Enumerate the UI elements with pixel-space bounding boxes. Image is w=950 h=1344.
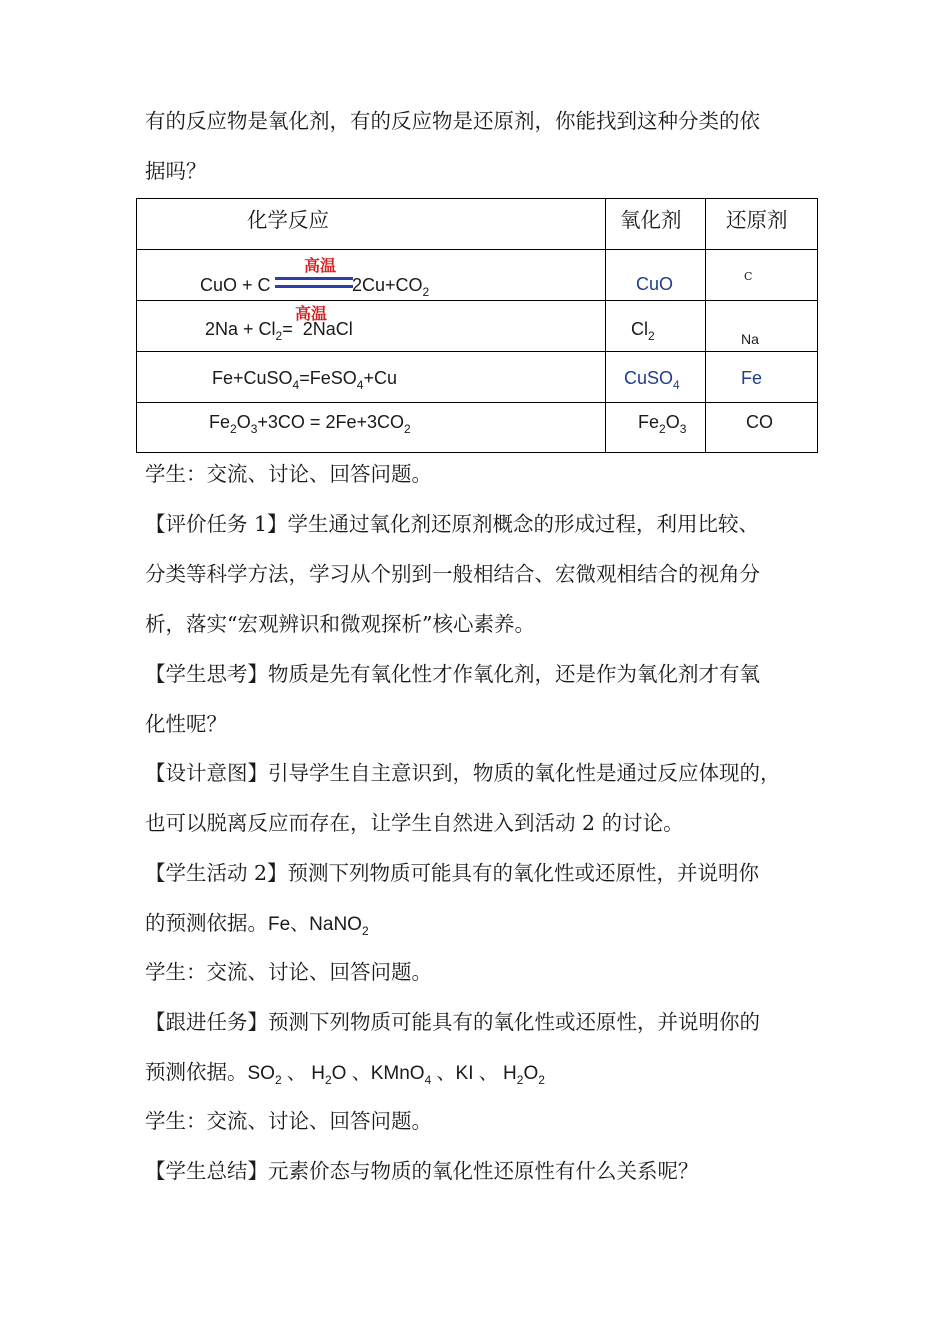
oxidant-value: CuO xyxy=(636,274,674,294)
oxidant-value: $Fe_2O_3$ xyxy=(638,412,687,436)
header-reductant: 还原剂 xyxy=(726,208,788,232)
equation-right: $2Cu+CO_2$ xyxy=(352,275,430,299)
equation: $2Na + Cl_2=$ 2NaCl xyxy=(205,319,353,343)
table-header-row xyxy=(137,199,818,250)
student-response-2: 学生：交流、讨论、回答问题。 xyxy=(145,960,432,984)
oxidant-cell xyxy=(606,250,706,301)
reductant-cell xyxy=(706,352,818,403)
reaction-table xyxy=(136,198,818,453)
student-response-3: 学生：交流、讨论、回答问题。 xyxy=(145,1109,432,1133)
table-row xyxy=(137,301,818,352)
reductant-value: Fe xyxy=(741,368,763,388)
design-intent-line-1: 【设计意图】引导学生自主意识到，物质的氧化性是通过反应体现的， xyxy=(145,761,781,785)
header-oxidant: 氧化剂 xyxy=(620,208,682,232)
design-intent-line-2: 也可以脱离反应而存在，让学生自然进入到活动 2 的讨论。 xyxy=(145,811,684,835)
reaction-cell xyxy=(137,352,606,403)
table-row xyxy=(137,352,818,403)
header-cell-reductant xyxy=(706,199,818,250)
oxidant-cell xyxy=(606,301,706,352)
activity2-line-2: 的预测依据。Fe、NaNO$_2$ xyxy=(145,911,369,938)
equation: $Fe_2O_3+3CO = 2Fe+3CO_2$ xyxy=(209,412,411,436)
table-row xyxy=(137,250,818,301)
reductant-value: CO xyxy=(746,412,773,432)
reductant-cell xyxy=(706,403,818,453)
follow-task-line-2: 预测依据。$SO_2$ 、 $H_2O$ 、KMnO$_4$ 、KI 、 $H_2O_2$ xyxy=(145,1060,545,1087)
activity2-line-1: 【学生活动 2】预测下列物质可能具有的氧化性或还原性，并说明你 xyxy=(145,861,760,885)
double-line-bottom xyxy=(275,285,353,288)
reaction-condition: 高温 xyxy=(295,304,328,323)
reaction-condition: 高温 xyxy=(304,256,337,275)
eval-task-line-2: 分类等科学方法，学习从个别到一般相结合、宏微观相结合的视角分 xyxy=(145,562,760,586)
intro-line-2: 据吗？ xyxy=(145,159,207,183)
oxidant-value: CuSO$_4$ xyxy=(624,368,680,392)
reductant-value: Na xyxy=(741,331,759,347)
activity2-formulas: Fe、NaNO$_2$ xyxy=(268,914,369,938)
oxidant-cell xyxy=(606,403,706,453)
reaction-cell xyxy=(137,403,606,453)
header-reaction: 化学反应 xyxy=(247,208,329,232)
reaction-cell xyxy=(137,250,606,301)
intro-line-1: 有的反应物是氧化剂，有的反应物是还原剂，你能找到这种分类的依 xyxy=(145,109,760,133)
reaction-cell xyxy=(137,301,606,352)
reductant-cell xyxy=(706,301,818,352)
student-summary: 【学生总结】元素价态与物质的氧化性还原性有什么关系呢？ xyxy=(145,1159,699,1183)
eval-task-line-3: 析，落实“宏观辨识和微观探析”核心素养。 xyxy=(145,612,535,636)
follow-task-line-1: 【跟进任务】预测下列物质可能具有的氧化性或还原性，并说明你的 xyxy=(145,1010,760,1034)
reductant-value: C xyxy=(744,270,753,283)
table-row xyxy=(137,403,818,453)
equation: Fe+CuSO$_4$=FeSO$_4$+Cu xyxy=(212,368,397,392)
student-think-line-1: 【学生思考】物质是先有氧化性才作氧化剂，还是作为氧化剂才有氧 xyxy=(145,662,760,686)
equation-left: CuO + C xyxy=(200,275,271,295)
follow-task-formulas: $SO_2$ 、 $H_2O$ 、KMnO$_4$ 、KI 、 $H_2O_2$ xyxy=(247,1063,545,1087)
reductant-cell xyxy=(706,250,818,301)
oxidant-cell xyxy=(606,352,706,403)
header-cell-reaction xyxy=(137,199,606,250)
header-cell-oxidant xyxy=(606,199,706,250)
oxidant-value: $Cl_2$ xyxy=(631,319,655,343)
eval-task-line-1: 【评价任务 1】学生通过氧化剂还原剂概念的形成过程，利用比较、 xyxy=(145,512,760,536)
student-response-1: 学生：交流、讨论、回答问题。 xyxy=(145,462,432,486)
double-line-top xyxy=(275,277,353,280)
student-think-line-2: 化性呢？ xyxy=(145,712,227,736)
